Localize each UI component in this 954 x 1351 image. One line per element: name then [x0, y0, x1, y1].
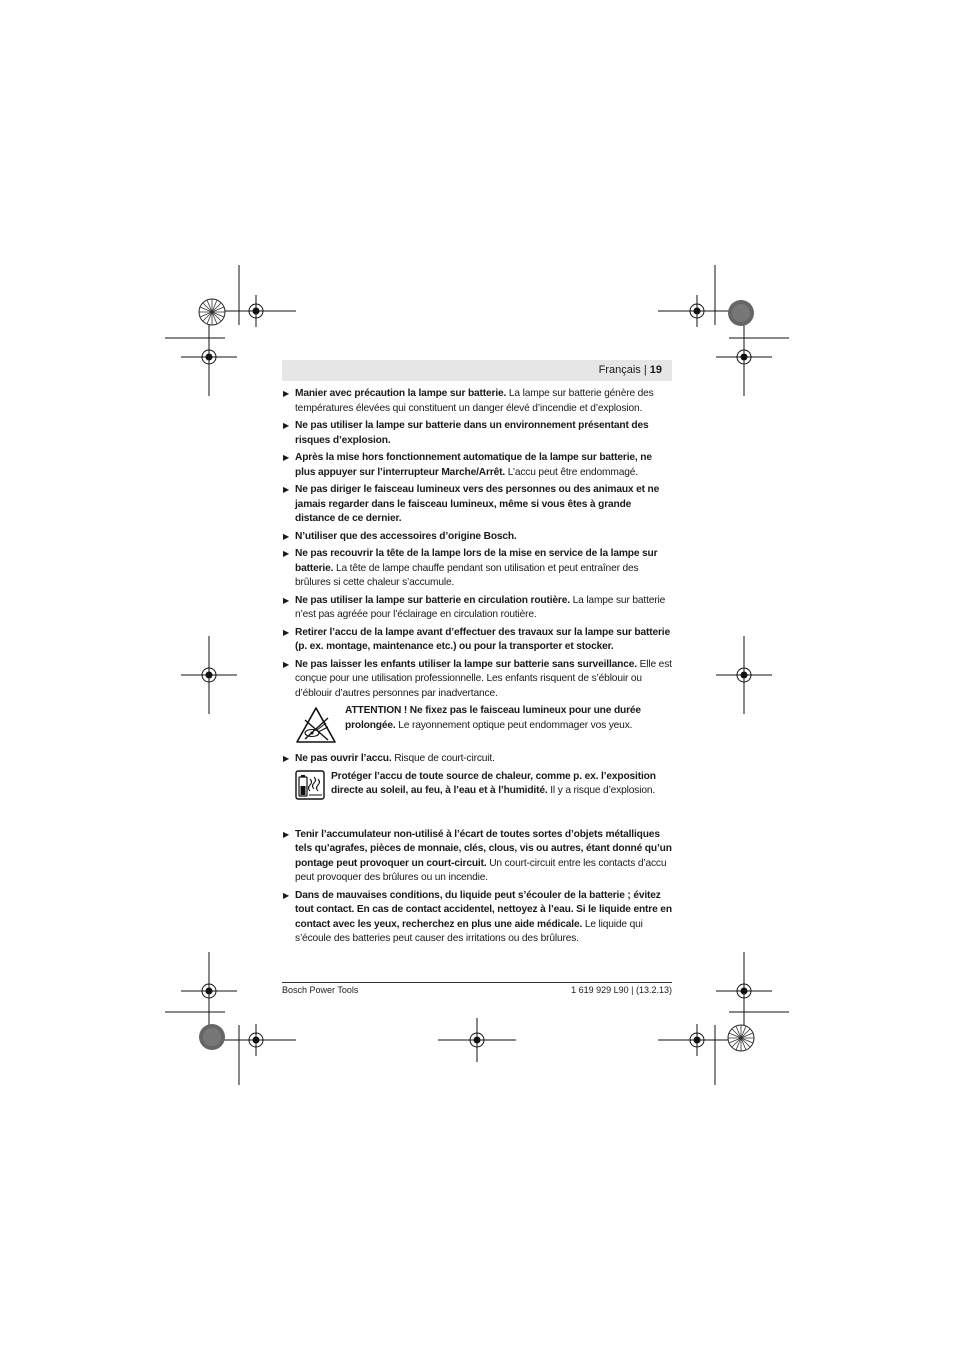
list-item [283, 594, 673, 623]
item-bold: Ne pas recouvrir la tête de la lampe lors de la mise en service de la lampe sur batterie. [295, 548, 658, 574]
item-bold: Après la mise hors fonctionnement automatique de la lampe sur batterie, ne plus appuyer sur l’interrupteur Marche/Arrêt. [295, 452, 652, 478]
footer-rule [282, 982, 672, 983]
list-item [283, 419, 673, 448]
list-item [283, 828, 673, 886]
attention-bold: ATTENTION ! Ne fixez pas le faisceau lumineux pour une durée prolongée. [345, 705, 641, 731]
triangle-bullet-icon: ▶ [283, 659, 290, 669]
footer-brand: Bosch Power Tools [282, 985, 359, 995]
header-text [599, 363, 662, 378]
list-item [283, 451, 673, 480]
item-text: Un court-circuit entre les contacts d’accu peut provoquer des brûlures ou un incendie. [295, 857, 667, 883]
list-item [283, 752, 673, 767]
protect-text: Il y a risque d’explosion. [547, 785, 656, 796]
attention-text: Le rayonnement optique peut endommager vos yeux. [395, 719, 633, 731]
triangle-bullet-icon: ▶ [283, 421, 290, 430]
list-item [283, 658, 673, 702]
protect-bold: Protéger l’accu de toute source de chaleur, comme p. ex. l’exposition directe au soleil, au feu, à l’eau et à l’humidité. [331, 770, 656, 796]
page-number: 19 [649, 364, 662, 376]
item-text: Risque de court-circuit. [391, 753, 495, 764]
battery-heat-warning-icon [295, 770, 325, 800]
page-header [282, 360, 672, 381]
triangle-bullet-icon: ▶ [283, 485, 290, 494]
header-separator: | [643, 364, 647, 376]
eye-laser-warning-icon [295, 706, 337, 744]
item-bold: Ne pas utiliser la lampe sur batterie en circulation routière. [295, 594, 570, 606]
item-text: Le liquide qui s’écoule des batteries peut causer des irritations ou des brûlures. [295, 918, 643, 944]
item-text: La lampe sur batterie génère des températures élevées qui constituent un danger élevé d’incendie et d’explosion. [295, 388, 654, 414]
triangle-bullet-icon: ▶ [283, 627, 290, 637]
item-bold: Tenir l’accumulateur non-utilisé à l’écart de toutes sortes d’objets métalliques tels qu’agrafes, pièces de monnaie, clés, clous, vis ou autres, étant donné qu’un pontage peut provoquer un court-circuit. [295, 828, 672, 869]
item-text: La tête de lampe chauffe pendant son utilisation et peut entraîner des brûlures si cette chaleur s’accumule. [295, 562, 639, 588]
triangle-bullet-icon: ▶ [283, 595, 290, 605]
list-item [283, 547, 673, 591]
list-item [283, 483, 673, 527]
item-text: Elle est conçue pour une utilisation professionnelle. Les enfants risquent de s’éblouir ou d’éblouir d’autres personnes par inadvertance. [295, 658, 672, 699]
battery-heat-notice [283, 770, 673, 800]
item-bold: N’utiliser que des accessoires d’origine Bosch. [295, 530, 517, 542]
triangle-bullet-icon: ▶ [283, 453, 290, 462]
list-item [283, 626, 673, 655]
item-bold: Ne pas laisser les enfants utiliser la lampe sur batterie sans surveillance. [295, 658, 637, 670]
item-bold: Manier avec précaution la lampe sur batterie. [295, 388, 507, 399]
item-bold: Retirer l’accu de la lampe avant d’effectuer des travaux sur la lampe sur batterie (p. ex. montage, maintenance etc.) ou pour la transporter et stocker. [295, 626, 670, 652]
attention-notice [283, 704, 673, 744]
item-text: L’accu peut être endommagé. [505, 466, 638, 478]
triangle-bullet-icon: ▶ [283, 754, 290, 763]
list-item [283, 889, 673, 947]
item-bold: Ne pas diriger le faisceau lumineux vers des personnes ou des animaux et ne jamais regarder dans le faisceau lumineux, même si vous êtes à grande distance de ce dernier. [295, 484, 660, 524]
item-text: La lampe sur batterie n’est pas agréée pour l’éclairage en circulation routière. [295, 594, 666, 620]
triangle-bullet-icon: ▶ [283, 829, 290, 839]
item-bold: Ne pas ouvrir l’accu. [295, 753, 392, 764]
triangle-bullet-icon: ▶ [283, 531, 290, 541]
list-item [283, 530, 673, 545]
triangle-bullet-icon: ▶ [283, 890, 290, 900]
list-item [283, 387, 673, 416]
header-language: Français [598, 364, 641, 376]
triangle-bullet-icon: ▶ [283, 389, 290, 398]
safety-instructions [283, 387, 673, 950]
triangle-bullet-icon: ▶ [283, 549, 290, 558]
item-bold: Dans de mauvaises conditions, du liquide peut s’écouler de la batterie ; évitez tout contact. En cas de contact accidentel, nettoyez à l’eau. Si le liquide entre en contact avec les yeux, recherchez en plus une aide médicale. [295, 889, 672, 930]
item-bold: Ne pas utiliser la lampe sur batterie dans un environnement présentant des risques d’explosion. [295, 420, 649, 446]
footer-doc-id: 1 619 929 L90 | (13.2.13) [571, 985, 672, 995]
